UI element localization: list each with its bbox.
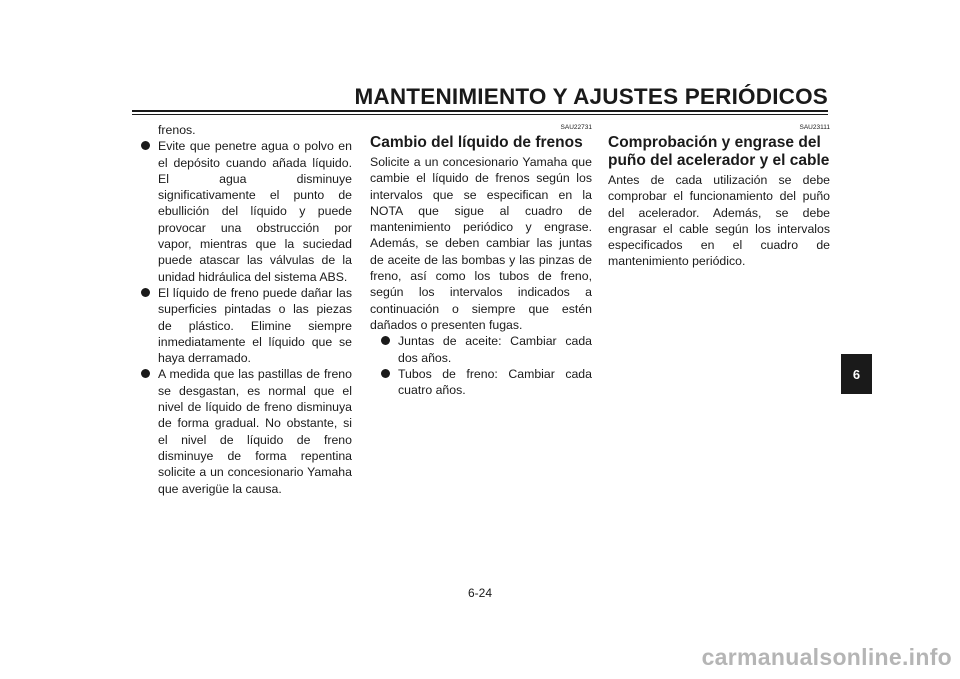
list-item-text: Evite que penetre agua o polvo en el depósito cuando añada líquido. El agua disminuye significativamente el punto de ebullición del líquido y puede provocar una obstrucción por vapor, mientras que la suciedad puede atascar las válvulas de la unidad hidráulica del sistema ABS. [158,139,352,284]
chapter-tab: 6 [841,354,872,394]
bullet-icon [381,369,390,378]
list-item [140,285,352,366]
watermark: carmanualsonline.info [701,644,952,670]
section-heading: Cambio del líquido de frenos [370,134,583,151]
section-body: Solicite a un concesionario Yamaha que cambie el líquido de frenos según los intervalos que se especifican en la NOTA que sigue al cuadro de mantenimiento periódico y engrase. Además, se deben cambiar las juntas de aceite de las bombas y las pinzas de freno, así como los tubos de freno, según los intervalos indicados a continuación o siempre que estén dañados o presenten fugas. [370,155,592,332]
bullet-icon [141,141,150,150]
section-heading-line: Comprobación y engrase del [608,134,821,151]
section-heading [608,134,830,170]
page-title: MANTENIMIENTO Y AJUSTES PERIÓDICOS [354,84,828,109]
list-item [140,138,352,285]
bullet-icon [141,369,150,378]
list-item [370,366,592,399]
left-column [140,122,352,497]
middle-column [370,122,592,398]
page-number: 6-24 [467,586,493,600]
header-divider-thin [132,114,828,115]
header-divider-thick [132,110,828,112]
bullet-icon [381,336,390,345]
right-column [608,122,830,270]
list-item [370,333,592,366]
section-heading-line: puño del acelerador y el cable [608,152,830,169]
list-item-text: El líquido de freno puede dañar las superficies pintadas o las piezas de plástico. Elimine siempre inmediatamente el líquido que se haya derramado. [158,285,352,366]
section-code: SAU23111 [799,124,830,131]
list-item-text: Juntas de aceite: Cambiar cada dos años. [398,334,592,365]
sub-list [370,333,592,398]
continuation-text: frenos. [158,123,196,137]
bullet-icon [141,288,150,297]
list-item [140,366,352,496]
list-item-text: Tubos de freno: Cambiar cada cuatro años. [398,366,592,398]
list-item-text: A medida que las pastillas de freno se desgastan, es normal que el nivel de líquido de freno disminuya de forma gradual. No obstante, si el nivel de líquido de freno disminuye de forma repentina solicite a un concesionario Yamaha que averigüe la causa. [158,367,352,496]
section-code: SAU22731 [560,124,592,131]
section-body: Antes de cada utilización se debe comprobar el funcionamiento del puño del acelerador. Además, se debe engrasar el cable según los intervalos especificados en el cuadro de mantenimiento periódico. [608,173,830,269]
